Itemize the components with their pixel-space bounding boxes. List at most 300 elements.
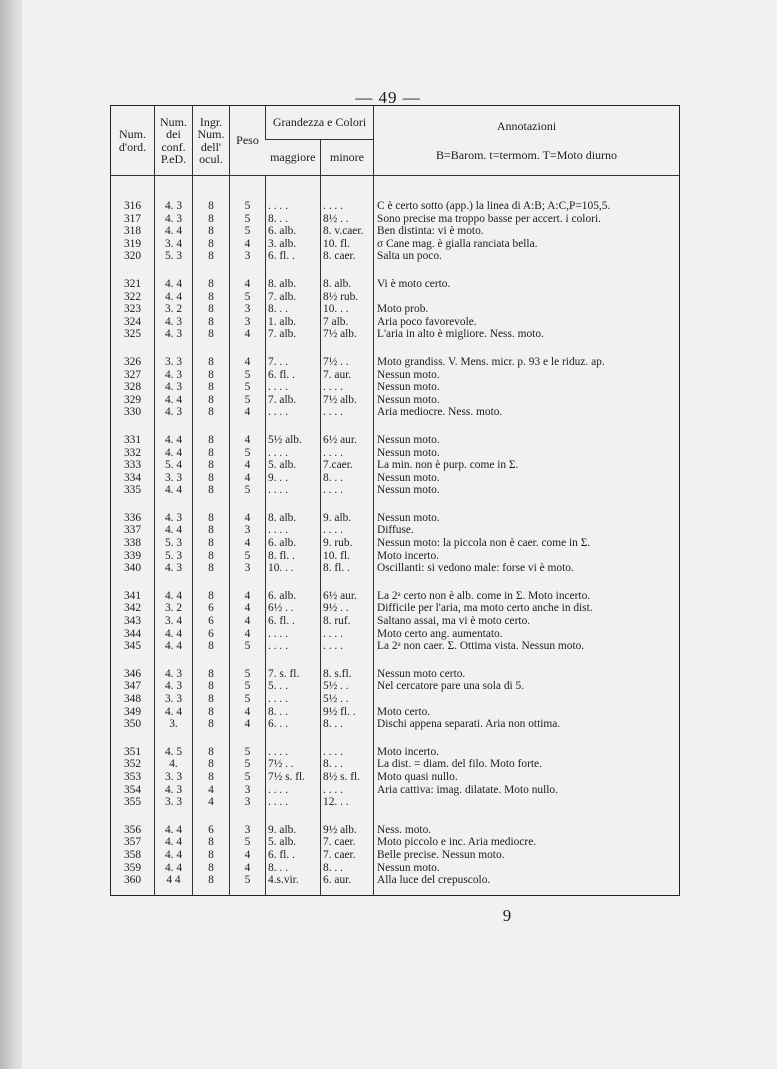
cell-maggiore: 8. alb. [266,278,321,291]
table-row [111,447,680,460]
cell-num-ord: 338 [123,537,142,550]
cell-maggiore: 7½ s. fl. [266,771,321,784]
cell-annotazione: Moto prob. [374,303,680,316]
cell-maggiore: 6. fl. . [266,250,321,263]
cell-annotazione: La min. non è purp. come in Σ. [374,459,680,472]
cell-minore: 8. . . [321,718,374,731]
cell-maggiore: 9. alb. [266,824,321,837]
cell-peso: 5 [230,668,266,681]
cell-maggiore: 8. . . [266,706,321,719]
cell-peso: 3 [230,562,266,575]
table-row [111,512,680,525]
cell-peso: 3 [230,316,266,329]
cell-minore: 7½ alb. [321,328,374,341]
cell-annotazione: Salta un poco. [374,250,680,263]
cell-num-conf: 4. 4 [155,628,193,641]
cell-ingr: 8 [193,668,230,681]
cell-minore: 7½ alb. [321,394,374,407]
cell-ingr: 8 [193,550,230,563]
cell-maggiore: 5. alb. [266,836,321,849]
cell-peso: 5 [230,836,266,849]
cell-num-ord: 348 [123,693,142,705]
table-row [111,278,680,291]
cell-maggiore: 7½ . . [266,758,321,771]
cell-num-conf: 3. 4 [155,238,193,251]
cell-num-conf: 4. 3 [155,369,193,382]
cell-peso: 4 [230,406,266,419]
table-row [111,796,680,809]
cell-peso: 4 [230,356,266,369]
cell-num-ord: 327 [123,368,142,381]
cell-annotazione: Aria mediocre. Ness. moto. [374,406,680,419]
page-number: — 49 — [355,88,421,107]
header-num-ord: Num. d'ord. [111,106,155,176]
cell-peso: 3 [230,784,266,797]
table-row [111,628,680,641]
cell-minore: 8½ rub. [321,291,374,304]
header-peso: Peso [230,106,266,176]
cell-annotazione: Moto certo ang. aumentato. [374,628,680,641]
cell-ingr: 8 [193,291,230,304]
cell-annotazione: Moto incerto. [374,550,680,563]
header-maggiore: maggiore [266,140,321,176]
cell-num-ord: 358 [123,848,142,861]
cell-num-ord: 336 [123,511,142,524]
table-row [111,680,680,693]
cell-ingr: 8 [193,524,230,537]
table-row [111,746,680,759]
cell-num-conf: 4. 3 [155,328,193,341]
cell-num-conf: 4. 4 [155,278,193,291]
cell-peso: 4 [230,862,266,875]
cell-num-conf: 4. 4 [155,291,193,304]
cell-peso: 4 [230,512,266,525]
cell-maggiore: 6. fl. . [266,369,321,382]
cell-maggiore: 6. fl. . [266,849,321,862]
cell-maggiore: . . . . [266,484,321,497]
cell-annotazione: Belle precise. Nessun moto. [374,849,680,862]
cell-num-conf: 3. 2 [155,303,193,316]
cell-num-ord: 326 [123,355,142,368]
cell-num-ord: 344 [123,627,142,640]
cell-maggiore: 8. alb. [266,512,321,525]
table-row [111,394,680,407]
cell-ingr: 8 [193,213,230,226]
header-ingr: Ingr. Num. dell' ocul. [193,106,230,176]
cell-maggiore: 8. fl. . [266,550,321,563]
cell-ingr: 8 [193,590,230,603]
cell-num-conf: 4. 4 [155,706,193,719]
cell-minore: 8. alb. [321,278,374,291]
cell-minore: 7. caer. [321,849,374,862]
cell-maggiore: 7. alb. [266,291,321,304]
cell-peso: 4 [230,434,266,447]
cell-num-conf: 4. 3 [155,316,193,329]
cell-num-conf: 4. 4 [155,484,193,497]
cell-num-conf: 4. 4 [155,524,193,537]
header-num-conf: Num. dei conf. P.eD. [155,106,193,176]
cell-annotazione: Nessun moto. [374,472,680,485]
table-row [111,862,680,875]
cell-num-ord: 316 [123,200,142,212]
cell-minore: 8. . . [321,472,374,485]
cell-ingr: 8 [193,225,230,238]
cell-peso: 3 [230,524,266,537]
cell-ingr: 8 [193,316,230,329]
cell-annotazione: σ Cane mag. è gialla ranciata bella. [374,238,680,251]
cell-maggiore: . . . . [266,746,321,759]
table-row [111,316,680,329]
table-row [111,459,680,472]
cell-annotazione: Aria cattiva: imag. dilatate. Moto nullo. [374,784,680,797]
cell-peso: 4 [230,238,266,251]
cell-num-conf: 4. 3 [155,668,193,681]
cell-num-conf: 5. 3 [155,550,193,563]
table-row [111,771,680,784]
table-row [111,849,680,862]
table-row [111,615,680,628]
cell-num-conf: 3. 3 [155,472,193,485]
cell-peso: 4 [230,706,266,719]
cell-minore: . . . . [321,784,374,797]
table-row [111,537,680,550]
cell-num-conf: 3. 4 [155,615,193,628]
cell-peso: 4 [230,718,266,731]
cell-ingr: 8 [193,706,230,719]
cell-minore: . . . . [321,381,374,394]
cell-minore: 8. fl. . [321,562,374,575]
cell-peso: 4 [230,590,266,603]
cell-num-ord: 345 [123,640,142,653]
cell-num-ord: 320 [123,250,142,263]
cell-peso: 5 [230,771,266,784]
cell-num-ord: 350 [123,718,142,731]
table-row [111,406,680,419]
cell-maggiore: . . . . [266,524,321,537]
cell-minore: . . . . [321,406,374,419]
cell-ingr: 8 [193,369,230,382]
cell-ingr: 6 [193,615,230,628]
table-row [111,238,680,251]
cell-maggiore: . . . . [266,640,321,653]
spacer-row [111,419,680,434]
cell-peso: 3 [230,303,266,316]
cell-minore: 8. s.fl. [321,668,374,681]
cell-ingr: 6 [193,628,230,641]
cell-num-ord: 353 [123,770,142,783]
cell-peso: 4 [230,628,266,641]
cell-maggiore: 9. . . [266,472,321,485]
cell-num-conf: 4. 4 [155,640,193,653]
cell-peso: 3 [230,250,266,263]
cell-annotazione: Nessun moto. [374,512,680,525]
table-row [111,550,680,563]
cell-num-ord: 341 [123,589,142,602]
cell-minore: . . . . [321,628,374,641]
cell-num-conf: 3. 3 [155,771,193,784]
cell-num-conf: 3. 3 [155,356,193,369]
cell-maggiore: 4.s.vir. [266,874,321,887]
table-row [111,693,680,706]
cell-peso: 4 [230,615,266,628]
cell-annotazione: Moto quasi nullo. [374,771,680,784]
cell-minore: 7 alb. [321,316,374,329]
cell-num-ord: 354 [123,783,142,796]
cell-annotazione: Nessun moto. [374,394,680,407]
cell-ingr: 8 [193,746,230,759]
cell-ingr: 8 [193,771,230,784]
cell-peso: 5 [230,381,266,394]
cell-maggiore: . . . . [266,693,321,706]
table-row [111,562,680,575]
cell-num-conf: 3. 3 [155,693,193,706]
spacer-row [111,731,680,746]
cell-annotazione: Aria poco favorevole. [374,316,680,329]
cell-peso: 5 [230,874,266,887]
cell-num-ord: 333 [123,459,142,472]
cell-num-ord: 352 [123,758,142,771]
cell-num-ord: 351 [123,745,142,758]
cell-ingr: 8 [193,718,230,731]
cell-ingr: 8 [193,394,230,407]
cell-minore: 12. . . [321,796,374,809]
cell-peso: 5 [230,369,266,382]
cell-ingr: 8 [193,459,230,472]
cell-num-conf: 3. [155,718,193,731]
cell-peso: 3 [230,824,266,837]
cell-num-ord: 357 [123,836,142,849]
cell-peso: 5 [230,484,266,497]
cell-num-ord: 331 [123,433,142,446]
cell-maggiore: 7. . . [266,356,321,369]
cell-num-conf: 4. 3 [155,381,193,394]
cell-maggiore: 6. . . [266,718,321,731]
cell-minore: 7. caer. [321,836,374,849]
cell-ingr: 8 [193,836,230,849]
cell-annotazione: Nessun moto: la piccola non è caer. come in Σ. [374,537,680,550]
table-row [111,434,680,447]
header-annotazioni [374,106,680,176]
cell-maggiore: 7. s. fl. [266,668,321,681]
cell-num-conf: 5. 4 [155,459,193,472]
cell-num-ord: 343 [123,615,142,628]
cell-ingr: 8 [193,484,230,497]
cell-annotazione: Saltano assai, ma vi è moto certo. [374,615,680,628]
cell-maggiore: . . . . [266,406,321,419]
spacer-row [111,263,680,278]
cell-annotazione: C è certo sotto (app.) la linea di A:B; A:C,P=105,5. [374,200,680,213]
cell-num-ord: 349 [123,705,142,718]
cell-peso: 4 [230,537,266,550]
cell-num-ord: 335 [123,484,142,497]
cell-ingr: 8 [193,640,230,653]
header-grandezza: Grandezza e Colori [266,106,374,140]
spacer-row [111,176,680,201]
cell-minore: 5½ . . [321,693,374,706]
cell-maggiore: . . . . [266,628,321,641]
cell-num-ord: 325 [123,328,142,341]
cell-ingr: 8 [193,562,230,575]
cell-annotazione: Diffuse. [374,524,680,537]
cell-num-conf: 5. 3 [155,250,193,263]
cell-num-ord: 319 [123,237,142,250]
cell-minore: 7.caer. [321,459,374,472]
table-row [111,524,680,537]
cell-minore: 10. fl. [321,238,374,251]
table-row [111,640,680,653]
cell-maggiore: 3. alb. [266,238,321,251]
table-row [111,213,680,226]
cell-ingr: 8 [193,278,230,291]
cell-minore: 8. caer. [321,250,374,263]
cell-num-conf: 4. 3 [155,680,193,693]
table-row [111,369,680,382]
cell-peso: 5 [230,758,266,771]
cell-num-conf: 4. 3 [155,406,193,419]
cell-annotazione: Moto piccolo e inc. Aria mediocre. [374,836,680,849]
cell-maggiore: 7. alb. [266,394,321,407]
cell-minore: 9½ . . [321,602,374,615]
cell-minore: . . . . [321,447,374,460]
cell-minore: 9½ alb. [321,824,374,837]
cell-peso: 5 [230,693,266,706]
cell-minore: 9. alb. [321,512,374,525]
cell-ingr: 4 [193,784,230,797]
cell-annotazione: Nessun moto certo. [374,668,680,681]
cell-ingr: 8 [193,303,230,316]
cell-peso: 5 [230,640,266,653]
table-row [111,472,680,485]
cell-num-ord: 321 [123,277,142,290]
cell-num-ord: 355 [123,796,142,809]
cell-annotazione: Nessun moto. [374,484,680,497]
table-row [111,225,680,238]
cell-maggiore: . . . . [266,784,321,797]
cell-maggiore: 1. alb. [266,316,321,329]
cell-minore: . . . . [321,484,374,497]
cell-annotazione: Moto incerto. [374,746,680,759]
cell-maggiore: 10. . . [266,562,321,575]
cell-annotazione: Nessun moto. [374,862,680,875]
cell-minore: 10. fl. [321,550,374,563]
cell-num-conf: 4. 3 [155,562,193,575]
cell-num-ord: 318 [123,225,142,238]
cell-maggiore: 5. alb. [266,459,321,472]
cell-annotazione: La 2ᵃ certo non è alb. come in Σ. Moto incerto. [374,590,680,603]
cell-num-ord: 323 [123,303,142,316]
header-legend: B=Barom. t=termom. T=Moto diurno [435,147,618,162]
cell-annotazione: Sono precise ma troppo basse per accert. i colori. [374,213,680,226]
cell-num-ord: 360 [123,874,142,887]
cell-peso: 5 [230,213,266,226]
cell-peso: 4 [230,472,266,485]
cell-minore: 8½ s. fl. [321,771,374,784]
table-row [111,250,680,263]
cell-minore: 6. aur. [321,874,374,887]
cell-annotazione: Moto grandiss. V. Mens. micr. p. 93 e le riduz. ap. [374,356,680,369]
cell-num-conf: 4. 4 [155,862,193,875]
cell-num-conf: 4. 4 [155,434,193,447]
cell-minore: . . . . [321,200,374,213]
cell-annotazione: La dist. = diam. del filo. Moto forte. [374,758,680,771]
cell-minore: 9½ fl. . [321,706,374,719]
cell-ingr: 8 [193,447,230,460]
cell-num-conf: 4. 3 [155,200,193,213]
cell-ingr: 6 [193,602,230,615]
cell-peso: 5 [230,550,266,563]
cell-peso: 5 [230,225,266,238]
cell-annotazione: La 2ᵃ non caer. Σ. Ottima vista. Nessun moto. [374,640,680,653]
cell-annotazione: L'aria in alto è migliore. Ness. moto. [374,328,680,341]
cell-minore: 8. . . [321,862,374,875]
cell-num-ord: 329 [123,393,142,406]
cell-num-conf: 4. 4 [155,447,193,460]
cell-ingr: 8 [193,537,230,550]
table-row [111,303,680,316]
cell-ingr: 8 [193,693,230,706]
cell-num-conf: 4. 5 [155,746,193,759]
cell-num-ord: 347 [123,680,142,693]
cell-num-ord: 339 [123,549,142,562]
table-row [111,874,680,887]
cell-peso: 5 [230,291,266,304]
cell-ingr: 8 [193,200,230,213]
cell-peso: 4 [230,602,266,615]
cell-minore: . . . . [321,640,374,653]
cell-maggiore: 8. . . [266,862,321,875]
cell-annotazione: Difficile per l'aria, ma moto certo anche in dist. [374,602,680,615]
cell-num-ord: 330 [123,406,142,419]
cell-num-conf: 4. 3 [155,213,193,226]
cell-ingr: 8 [193,680,230,693]
spacer-row [111,341,680,356]
table-row [111,784,680,797]
table-row [111,718,680,731]
cell-ingr: 8 [193,406,230,419]
observations-table [110,105,680,896]
cell-num-conf: 4. 4 [155,824,193,837]
cell-minore: 6½ aur. [321,434,374,447]
cell-num-ord: 332 [123,446,142,459]
cell-num-ord: 359 [123,861,142,874]
cell-maggiore: 8. . . [266,303,321,316]
table-row [111,836,680,849]
cell-num-ord: 337 [123,524,142,537]
cell-num-conf: 4. 4 [155,225,193,238]
cell-annotazione: Nessun moto. [374,434,680,447]
signature-mark: 9 [502,906,512,925]
cell-minore: 8½ . . [321,213,374,226]
cell-ingr: 8 [193,250,230,263]
cell-num-ord: 340 [123,562,142,575]
cell-annotazione: Nel cercatore pare una sola di 5. [374,680,680,693]
cell-annotazione: Oscillanti: si vedono male: forse vi è moto. [374,562,680,575]
cell-peso: 4 [230,328,266,341]
cell-minore: 7½ . . [321,356,374,369]
cell-annotazione [374,796,680,809]
table-row [111,602,680,615]
cell-num-conf: 4. 3 [155,784,193,797]
cell-num-ord: 346 [123,667,142,680]
cell-peso: 5 [230,394,266,407]
cell-ingr: 4 [193,796,230,809]
cell-num-conf: 3. 2 [155,602,193,615]
cell-num-ord: 356 [123,823,142,836]
cell-ingr: 8 [193,472,230,485]
table-row [111,590,680,603]
cell-num-ord: 328 [123,381,142,394]
cell-num-conf: 3. 3 [155,796,193,809]
